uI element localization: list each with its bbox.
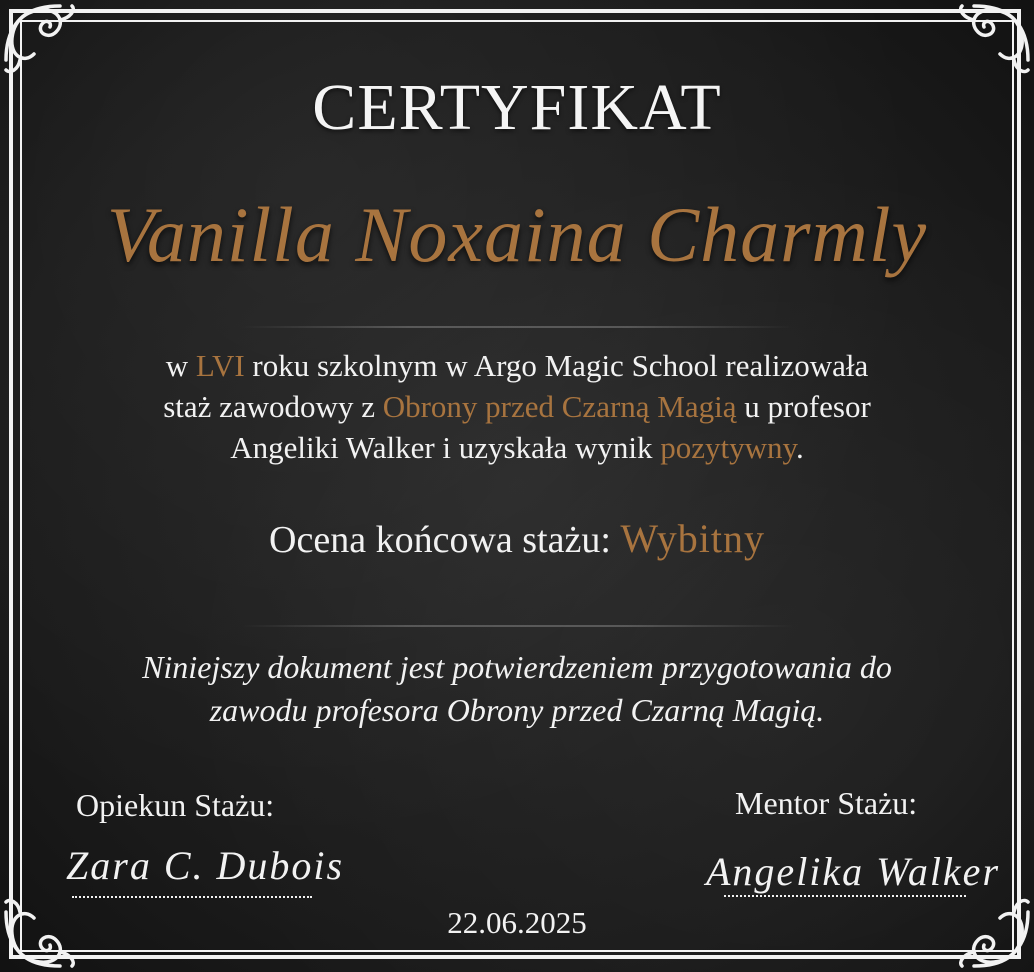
- subject-name: Obrony przed Czarną Magią: [382, 389, 737, 424]
- divider: [240, 326, 794, 328]
- body-line-3: [60, 427, 974, 468]
- result-value: pozytywny: [660, 430, 796, 465]
- divider: [240, 625, 794, 627]
- body-text: roku szkolnym w Argo Magic School realizowała: [244, 348, 869, 383]
- supervisor-label: Opiekun Stażu:: [76, 787, 275, 823]
- mentor-label: Mentor Stażu:: [735, 785, 918, 821]
- statement-line-2: zawodu profesora Obrony przed Czarną Magią.: [209, 692, 825, 728]
- recipient-name: Vanilla Noxaina Charmly: [106, 191, 928, 278]
- body-text: .: [795, 430, 804, 465]
- grade-value: Wybitny: [620, 516, 765, 561]
- school-year: LVI: [195, 348, 245, 383]
- body-text: u profesor: [736, 389, 871, 424]
- body-text: staż zawodowy z: [163, 389, 383, 424]
- statement-line-1: Niniejszy dokument jest potwierdzeniem przygotowania do: [142, 649, 892, 685]
- issue-date: 22.06.2025: [447, 905, 587, 940]
- supervisor-signature: Zara C. Dubois: [66, 843, 345, 888]
- mentor-signature: Angelika Walker: [706, 849, 1001, 894]
- body-text: w: [165, 348, 196, 383]
- body-line-2: [60, 386, 974, 427]
- signature-line: [72, 896, 312, 898]
- signature-line: [724, 895, 966, 897]
- body-text: Angeliki Walker i uzyskała wynik: [230, 430, 661, 465]
- certificate-body: [60, 345, 974, 468]
- certificate-statement: [40, 646, 994, 732]
- final-grade: [0, 515, 1034, 562]
- grade-label: Ocena końcowa stażu:: [269, 519, 621, 561]
- body-line-1: [60, 345, 974, 386]
- certificate-title: CERTYFIKAT: [312, 71, 722, 144]
